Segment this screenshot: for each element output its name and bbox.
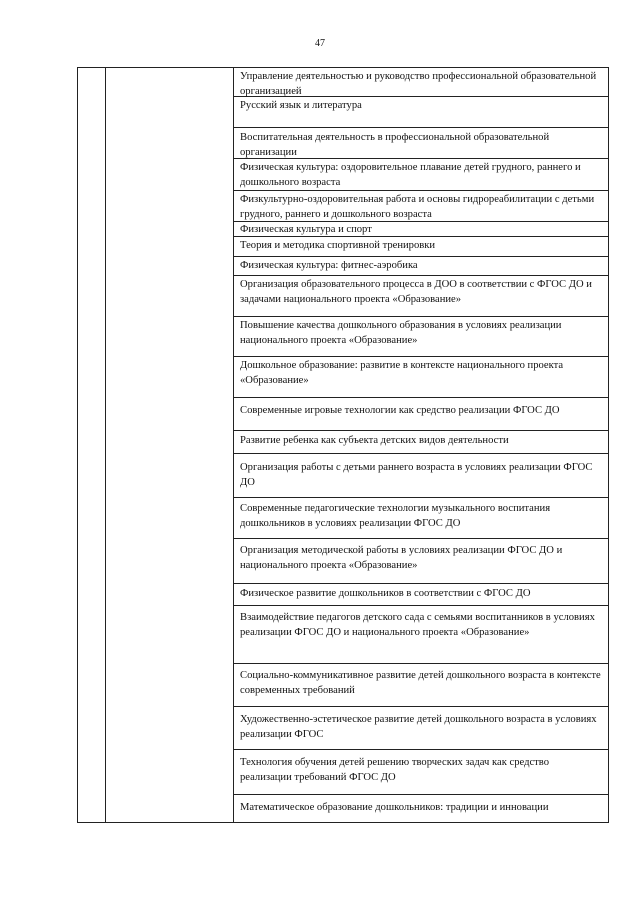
table-row-course-20: Художественно-эстетическое развитие детей дошкольного возраста в условиях реализации ФГОС: [234, 707, 608, 750]
table-row-course-15: Современные педагогические технологии музыкального воспитания дошкольников в условиях реализации ФГОС ДО: [234, 498, 608, 539]
table-row-course-6: Физическая культура и спорт: [234, 222, 608, 237]
table-row-course-9: Организация образовательного процесса в ДОО в соответствии с ФГОС ДО и задачами национального проекта «Образование»: [234, 276, 608, 317]
table-row-course-3: Воспитательная деятельность в профессиональной образовательной организации: [234, 128, 608, 159]
table-row-course-17: Физическое развитие дошкольников в соответствии с ФГОС ДО: [234, 584, 608, 606]
table-row-course-7: Теория и методика спортивной тренировки: [234, 237, 608, 257]
table-row-course-13: Развитие ребенка как субъекта детских видов деятельности: [234, 431, 608, 454]
table-row-course-18: Взаимодействие педагогов детского сада с семьями воспитанников в условиях реализации ФГОС ДО и национального проекта «Образование»: [234, 606, 608, 664]
table-row-course-8: Физическая культура: фитнес-аэробика: [234, 257, 608, 276]
table-row-course-14: Организация работы с детьми раннего возраста в условиях реализации ФГОС ДО: [234, 454, 608, 498]
table-row-course-2: Русский язык и литература: [234, 97, 608, 128]
table-row-course-4: Физическая культура: оздоровительное плавание детей грудного, раннего и дошкольного возраста: [234, 159, 608, 191]
table-row-course-5: Физкультурно-оздоровительная работа и основы гидрореабилитации с детьми грудного, раннего и дошкольного возраста: [234, 191, 608, 222]
table-row-course-12: Современные игровые технологии как средство реализации ФГОС ДО: [234, 398, 608, 431]
page-number: 47: [315, 38, 325, 49]
table-row-course-21: Технология обучения детей решению творческих задач как средство реализации требований ФГОС ДО: [234, 750, 608, 795]
column-divider-1: [105, 68, 106, 822]
table-row-course-10: Повышение качества дошкольного образования в условиях реализации национального проекта «Образование»: [234, 317, 608, 357]
table-row-course-22: Математическое образование дошкольников: традиции и инновации: [240, 802, 549, 813]
course-title-column: [234, 68, 608, 822]
table-row-course-16: Организация методической работы в условиях реализации ФГОС ДО и национального проекта «Образование»: [234, 539, 608, 584]
table-row-course-11: Дошкольное образование: развитие в контексте национального проекта «Образование»: [234, 357, 608, 398]
table-row-course-19: Социально-коммуникативное развитие детей дошкольного возраста в контексте современных требований: [234, 664, 608, 707]
table-row-course-1: Управление деятельностью и руководство профессиональной образовательной организацией: [234, 68, 608, 97]
course-table: [77, 67, 609, 823]
